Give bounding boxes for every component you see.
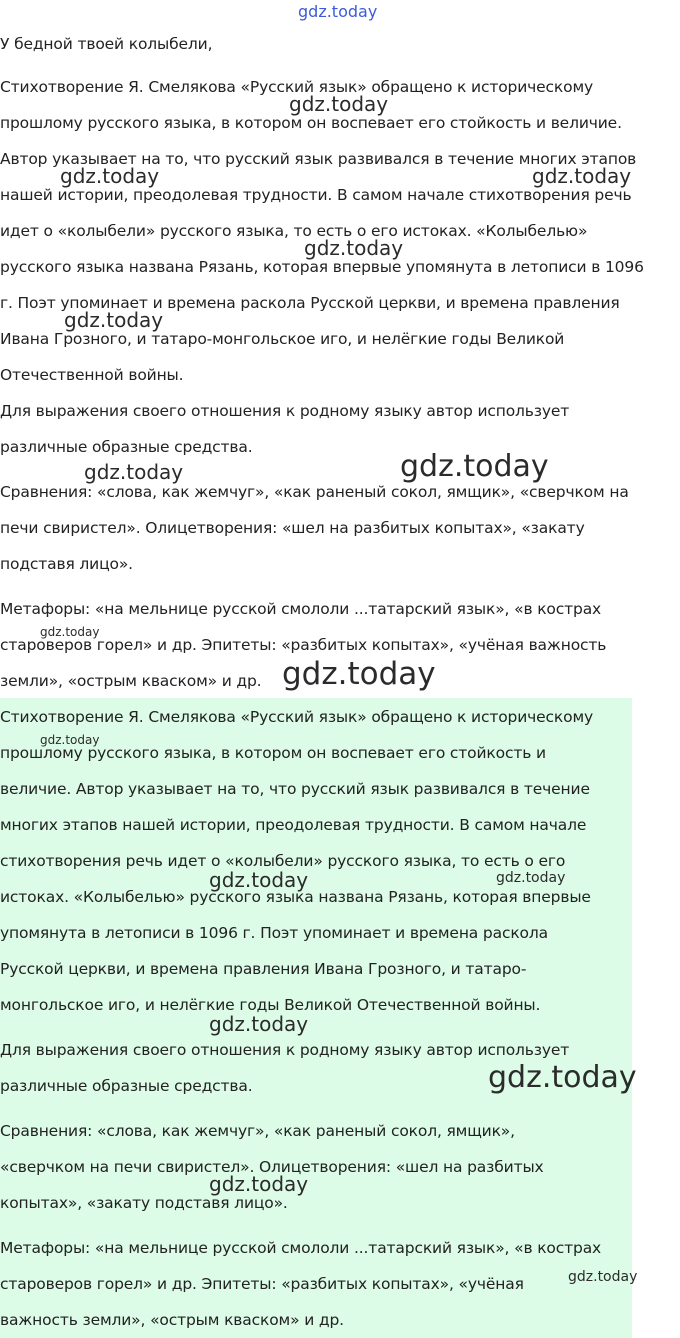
text-line: важность земли», «острым кваском» и др. — [0, 1311, 344, 1329]
text-line: Для выражения своего отношения к родному языку автор использует — [0, 1041, 570, 1059]
watermark: gdz.today — [64, 308, 164, 332]
text-line: староверов горел» и др. Эпитеты: «разбитых копытах», «учёная важность — [0, 636, 607, 654]
text-line: печи свиристел». Олицетворения: «шел на разбитых копытах», «закату — [0, 519, 585, 537]
text-line: нашей истории, преодолевая трудности. В самом начале стихотворения речь — [0, 186, 632, 204]
watermark: gdz.today — [532, 164, 632, 188]
text-line: Метафоры: «на мельнице русской смололи ...татарский язык», «в кострах — [0, 1239, 602, 1257]
text-line: идет о «колыбели» русского языка, то есть о его истоках. «Колыбелью» — [0, 222, 588, 240]
text-line: Сравнения: «слова, как жемчуг», «как раненый сокол, ямщик», — [0, 1122, 515, 1140]
watermark: gdz.today — [568, 1269, 638, 1285]
text-line: Метафоры: «на мельнице русской смололи ...татарский язык», «в кострах — [0, 600, 602, 618]
text-line: староверов горел» и др. Эпитеты: «разбитых копытах», «учёная — [0, 1275, 524, 1293]
text-line: г. Поэт упоминает и времена раскола Русской церкви, и времена правления — [0, 294, 620, 312]
text-line: различные образные средства. — [0, 438, 253, 456]
text-line: монгольское иго, и нелёгкие годы Великой Отечественной войны. — [0, 996, 541, 1014]
text-line: истоках. «Колыбелью» русского языка названа Рязань, которая впервые — [0, 888, 591, 906]
text-line: «сверчком на печи свиристел». Олицетворения: «шел на разбитых — [0, 1158, 544, 1176]
header-watermark: gdz.today — [298, 2, 378, 21]
watermark: gdz.today — [209, 868, 309, 892]
text-line: Стихотворение Я. Смелякова «Русский язык» обращено к историческому — [0, 708, 594, 726]
watermark: gdz.today — [40, 625, 100, 639]
text-line: подставя лицо». — [0, 555, 133, 573]
watermark: gdz.today — [304, 236, 404, 260]
text-line: Русской церкви, и времена правления Ивана Грозного, и татаро- — [0, 960, 527, 978]
text-line: Отечественной войны. — [0, 366, 184, 384]
text-line: русского языка названа Рязань, которая впервые упомянута в летописи в 1096 — [0, 258, 644, 276]
text-line: стихотворения речь идет о «колыбели» русского языка, то есть о его — [0, 852, 566, 870]
poem-title-line: У бедной твоей колыбели, — [0, 35, 213, 53]
watermark: gdz.today — [60, 164, 160, 188]
watermark: gdz.today — [84, 460, 184, 484]
text-line: многих этапов нашей истории, преодолевая трудности. В самом начале — [0, 816, 587, 834]
text-line: величие. Автор указывает на то, что русский язык развивался в течение — [0, 780, 590, 798]
watermark: gdz.today — [209, 1012, 309, 1036]
watermark: gdz.today — [209, 1172, 309, 1196]
text-line: Автор указывает на то, что русский язык развивался в течение многих этапов — [0, 150, 637, 168]
text-line: упомянута в летописи в 1096 г. Поэт упоминает и времена раскола — [0, 924, 548, 942]
text-line: Сравнения: «слова, как жемчуг», «как раненый сокол, ямщик», «сверчком на — [0, 483, 629, 501]
watermark: gdz.today — [496, 870, 566, 886]
text-line: прошлому русского языка, в котором он воспевает его стойкость и — [0, 744, 546, 762]
watermark: gdz.today — [40, 733, 100, 747]
text-line: Стихотворение Я. Смелякова «Русский язык» обращено к историческому — [0, 78, 594, 96]
watermark: gdz.today — [488, 1060, 637, 1095]
text-line: Ивана Грозного, и татаро-монгольское иго, и нелёгкие годы Великой — [0, 330, 565, 348]
text-line: Для выражения своего отношения к родному языку автор использует — [0, 402, 570, 420]
text-line: различные образные средства. — [0, 1077, 253, 1095]
watermark: gdz.today — [400, 449, 549, 484]
text-line: земли», «острым кваском» и др. — [0, 672, 262, 690]
text-line: прошлому русского языка, в котором он воспевает его стойкость и величие. — [0, 114, 622, 132]
watermark: gdz.today — [289, 92, 389, 116]
watermark: gdz.today — [282, 656, 436, 692]
text-line: копытах», «закату подставя лицо». — [0, 1194, 288, 1212]
